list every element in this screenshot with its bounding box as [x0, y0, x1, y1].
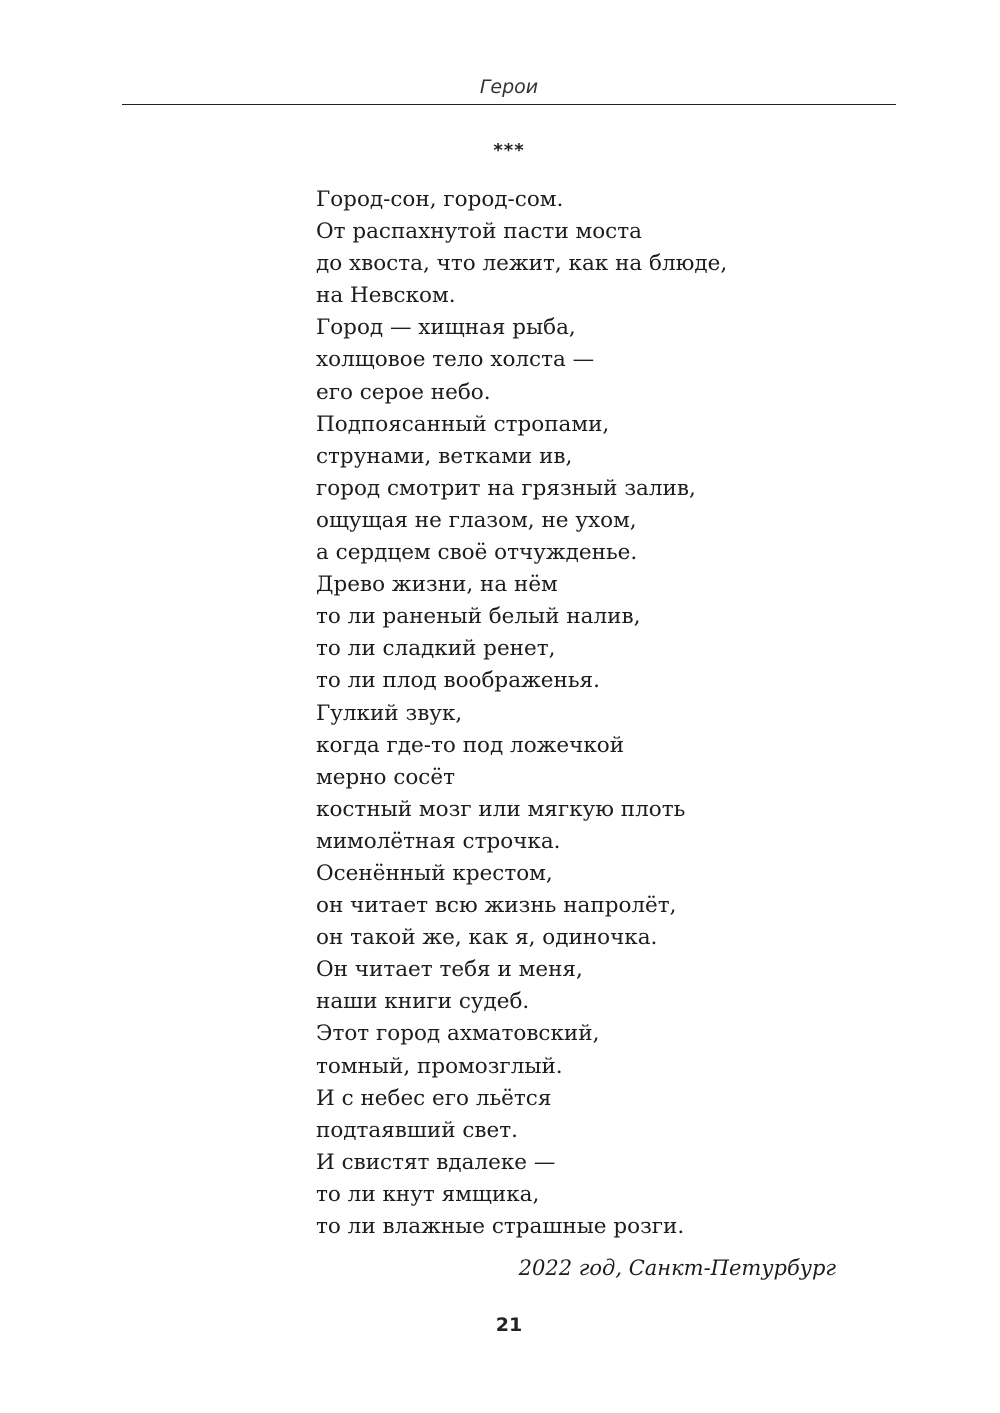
- poem-line: Подпоясанный стропами,: [316, 411, 610, 437]
- poem-line: Этот город ахматовский,: [316, 1021, 600, 1047]
- poem-line: ощущая не глазом, не ухом,: [316, 507, 637, 533]
- poem-line: до хвоста, что лежит, как на блюде,: [316, 251, 728, 277]
- poem-line: город смотрит на грязный залив,: [316, 475, 696, 501]
- poem-line: когда где-то под ложечкой: [316, 732, 625, 758]
- poem-line: Город — хищная рыба,: [316, 315, 576, 341]
- poem-signature: 2022 год, Санкт-Петурбург: [518, 1256, 836, 1280]
- poem-line: Древо жизни, на нём: [316, 572, 558, 598]
- poem-line: его серое небо.: [316, 379, 491, 405]
- poem-line: то ли сладкий ренет,: [316, 636, 556, 662]
- poem-line: подтаявший свет.: [316, 1117, 518, 1143]
- poem-body: [316, 184, 727, 1243]
- poem-line: струнами, ветками ив,: [316, 443, 573, 469]
- poem-line: то ли влажные страшные розги.: [316, 1214, 685, 1239]
- poem-line: Гулкий звук,: [316, 700, 463, 726]
- poem-line: он такой же, как я, одиночка.: [316, 925, 658, 951]
- poem-line: холщовое тело холста —: [316, 347, 595, 373]
- poem-separator: ***: [493, 140, 525, 161]
- poem-line: томный, промозглый.: [316, 1053, 563, 1079]
- poem-line: наши книги судеб.: [316, 989, 530, 1015]
- poem-line: он читает всю жизнь напролёт,: [316, 893, 677, 919]
- poem-line: мимолётная строчка.: [316, 828, 561, 854]
- poem-line: И с небес его льётся: [316, 1085, 552, 1111]
- poem-line: мерно сосёт: [316, 764, 455, 790]
- page-number: 21: [495, 1314, 523, 1336]
- poem-line: то ли кнут ямщика,: [316, 1181, 540, 1207]
- poem-line: костный мозг или мягкую плоть: [316, 796, 686, 822]
- header-divider: [122, 104, 896, 105]
- poem-line: Город-сон, город-сом.: [316, 187, 564, 212]
- poem-line: на Невском.: [316, 283, 456, 309]
- poem-line: а сердцем своё отчужденье.: [316, 540, 638, 566]
- poem-line: И свистят вдалеке —: [316, 1149, 556, 1175]
- poem-line: то ли плод воображенья.: [316, 668, 600, 694]
- running-title: Герои: [479, 76, 539, 98]
- poem-line: От распахнутой пасти моста: [316, 219, 642, 245]
- poem-line: Он читает тебя и меня,: [316, 957, 583, 983]
- poem-line: то ли раненый белый налив,: [316, 604, 641, 630]
- poem-line: Осенённый крестом,: [316, 860, 553, 886]
